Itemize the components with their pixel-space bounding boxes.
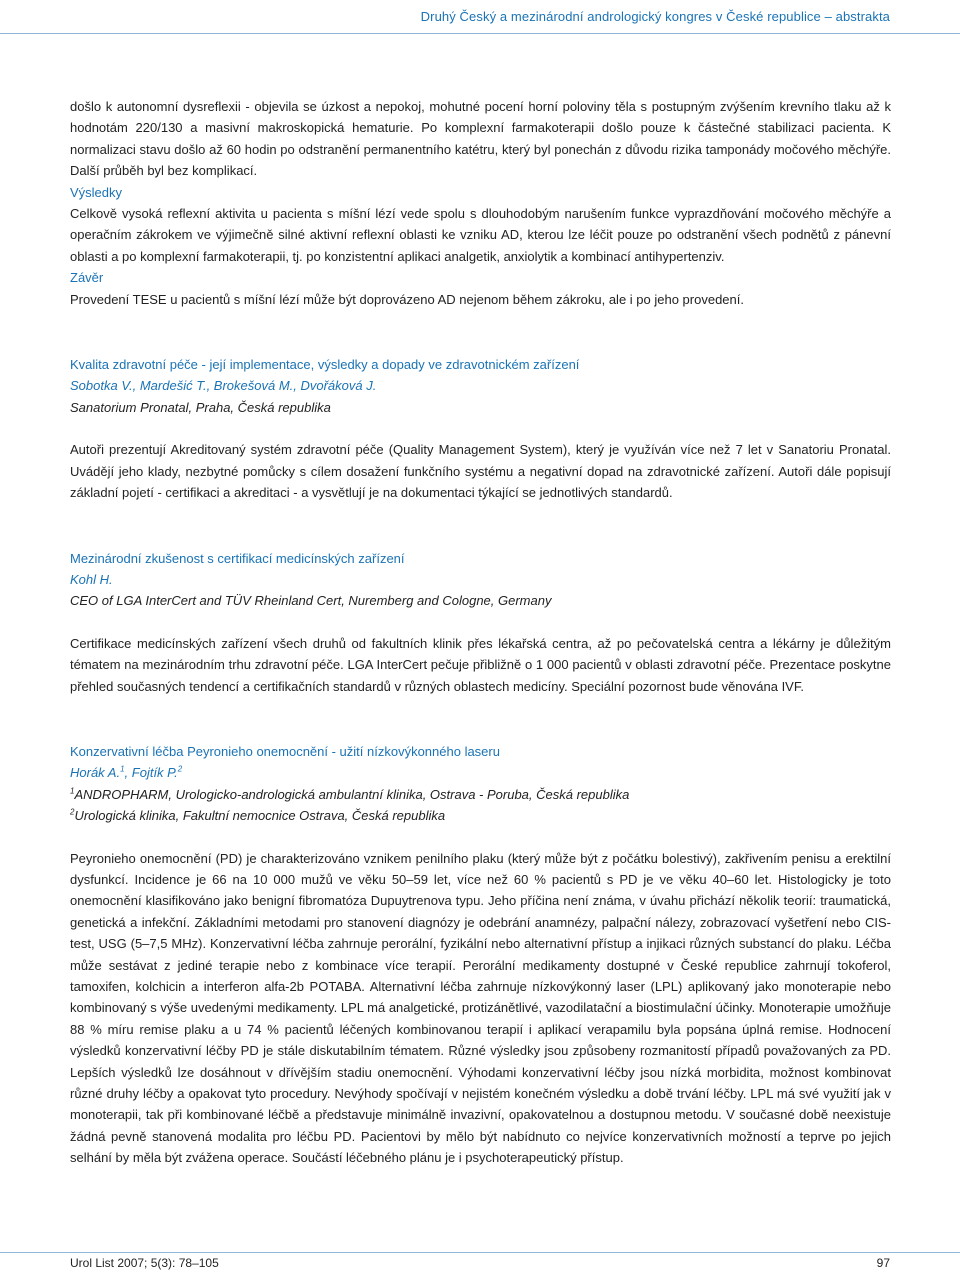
results-heading: Výsledky [70, 184, 123, 200]
article-body: Peyronieho onemocnění (PD) je charakterizováno vznikem penilního plaku (který může být z počátku bolestivý), zakřivením penisu a erektilní dysfunkcí. Incidence je 66 na 10 000 mužů ve věku 50–59 let, více než 60 % pacientů s PD je ve věku 40–60 let. Histologicky je toto onemocnění klasifikováno jako benigní fibromatóza Dupuytrenova typu. Jeho příčina není známa, v úvahu přichází několik teorií: traumatická, genetická a infekční. Základními metodami pro stanovení diagnózy je odebrání anamnézy, palpační nálezy, zobrazovací vyšetření nebo CIS- test, USG (5–7,5 MHz). Konzervativní léčba zahrnuje perorální, fyzikální nebo alternativní přístup a injikaci různých substancí do plaku. Léčba může sestávat z jediné terapie nebo z kombinace více terapií. Perorální medikamenty dostupné v České republice zahrnují tokoferol, tamoxifen, kolchicin a interferon alfa-2b POTABA. Alternativní léčba zahrnuje nízkovýkonný laser (LPL) aplikovaný jako monoterapie nebo kombinovaný s výše uvedenými medikamenty. LPL má analgetické, protizánětlivé, vazodilatační a biostimulační účinky. Monoterapie umožňuje 88 % míru remise plaku a u 74 % pacientů léčených kombinovanou terapií i aplikací verapamilu byla popsána úplná remise. Hodnocení výsledků konzervativní léčby PD je stále diskutabilním tématem. Různé výsledky jsou způsobeny rozmanitostí případů považovaných za PD. Lepších výsledků lze dosáhnout v dřívějším stadiu onemocnění. Výhodami konzervativní léčby jsou nízká morbidita, možnost kombinovat různé druhy léčby a opakovat tyto procedury. Nevýhody spočívají v nejistém konečném výsledku a době trvání léčby. LPL má své využití jak v monoterapii, tak při kombinované léčbě a představuje minimálně invazivní, opakovatelnou a dostupnou metodu. V současné době neexistuje žádná pevně stanovená modalita pro léčbu PD. Pacientovi by mělo být nabídnuto co nejvíce konzervativních možností a teprve po jejich selhání by měla být zvážena operace. Součástí léčebného plánu je i psychoterapeutický přístup. [70, 850, 891, 1166]
article-title: Kvalita zdravotní péče - její implementace, výsledky a dopady ve zdravotnickém zařízení [70, 357, 580, 373]
article-affiliation-2 [70, 805, 891, 826]
footer-rule [0, 1252, 960, 1253]
article-authors: Sobotka V., Mardešić T., Brokešová M., Dvořáková J. [70, 378, 377, 394]
article-peyronie [70, 741, 891, 1169]
page-content [70, 96, 891, 1169]
affiliation-2-text: Urologická klinika, Fakultní nemocnice Ostrava, Česká republika [74, 808, 446, 824]
article-affiliation: Sanatorium Pronatal, Praha, Česká republika [70, 399, 331, 415]
article-body: Autoři prezentují Akreditovaný systém zdravotní péče (Quality Management System), který je využíván více než 7 let v Sanatoriu Pronatal. Uvádějí jeho klady, nezbytné pomůcky s cílem dosažení funkčního systému a negativní dopad na zdravotnické zařízení. Autoři dále popisují základní pojetí - certifikaci a akreditaci - a vysvětlují je na dokumentaci týkající se jednotlivých standardů. [70, 442, 891, 501]
article-affiliation: CEO of LGA InterCert and TÜV Rheinland Cert, Nuremberg and Cologne, Germany [70, 593, 552, 609]
author-2: , Fojtík P. [124, 765, 178, 781]
intro-section [70, 96, 891, 310]
article-quality [70, 354, 891, 503]
conclusion-paragraph: Provedení TESE u pacientů s míšní lézí může být doprovázeno AD nejenom během zákroku, ale i po jeho provedení. [70, 291, 744, 307]
affiliation-1-superscript: 1 [70, 786, 75, 796]
intro-paragraph: došlo k autonomní dysreflexii - objevila se úzkost a nepokoj, mohutné pocení horní poloviny těla s postupným zvýšením krevního tlaku až k hodnotám 220/130 a masivní makroskopická hematurie. Po komplexní farmakoterapii došlo pouze k částečné stabilizaci pacienta. K normalizaci stavu došlo až 60 hodin po odstranění permanentního katétru, který byl ponechán z důvodu rizika tamponády močového měchýře. Další průběh byl bez komplikací. [70, 99, 891, 179]
header-rule [0, 33, 960, 34]
author-1-superscript: 1 [120, 765, 125, 775]
article-authors: Kohl H. [70, 571, 113, 587]
footer-journal-citation: Urol List 2007; 5(3): 78–105 [70, 1256, 219, 1270]
affiliation-1-text: ANDROPHARM, Urologicko-andrologická ambulantní klinika, Ostrava - Poruba, Česká republika [74, 786, 630, 802]
article-authors [70, 762, 891, 783]
article-body: Certifikace medicínských zařízení všech druhů od fakultních klinik přes lékařská centra, až po pečovatelská centra a lékárny je důležitým tématem na mezinárodním trhu zdravotní péče. LGA InterCert pečuje přibližně o 1 000 pacientů v oblasti zdravotní péče. Prezentace poskytne přehled současných tendencí a certifikačních standardů v různých oblastech medicíny. Speciální pozornost bude věnována IVF. [70, 635, 891, 694]
conclusion-heading: Závěr [70, 270, 104, 286]
author-1: Horák A. [70, 765, 121, 781]
article-certification [70, 548, 891, 697]
results-paragraph: Celkově vysoká reflexní aktivita u pacienta s míšní lézí vede spolu s dlouhodobým narušením funkce vyprazdňování močového měchýře a operačním zákrokem ve výjimečně silné aktivní reflexní oblasti ke vzniku AD, kterou lze léčit pouze po odstranění všech podnětů z pánevní oblasti a po komplexní farmakoterapii, tj. po konzistentní aplikaci analgetik, anxiolytik a kombinací antihypertenziv. [70, 206, 891, 264]
running-header-title: Druhý Český a mezinárodní andrologický kongres v České republice – abstrakta [420, 9, 890, 24]
footer-page-number: 97 [876, 1256, 890, 1270]
article-title: Konzervativní léčba Peyronieho onemocnění - užití nízkovýkonného laseru [70, 743, 500, 759]
affiliation-2-superscript: 2 [70, 807, 75, 817]
author-2-superscript: 2 [177, 765, 183, 775]
article-affiliation-1 [70, 784, 891, 805]
article-title: Mezinárodní zkušenost s certifikací medicínských zařízení [70, 550, 405, 566]
